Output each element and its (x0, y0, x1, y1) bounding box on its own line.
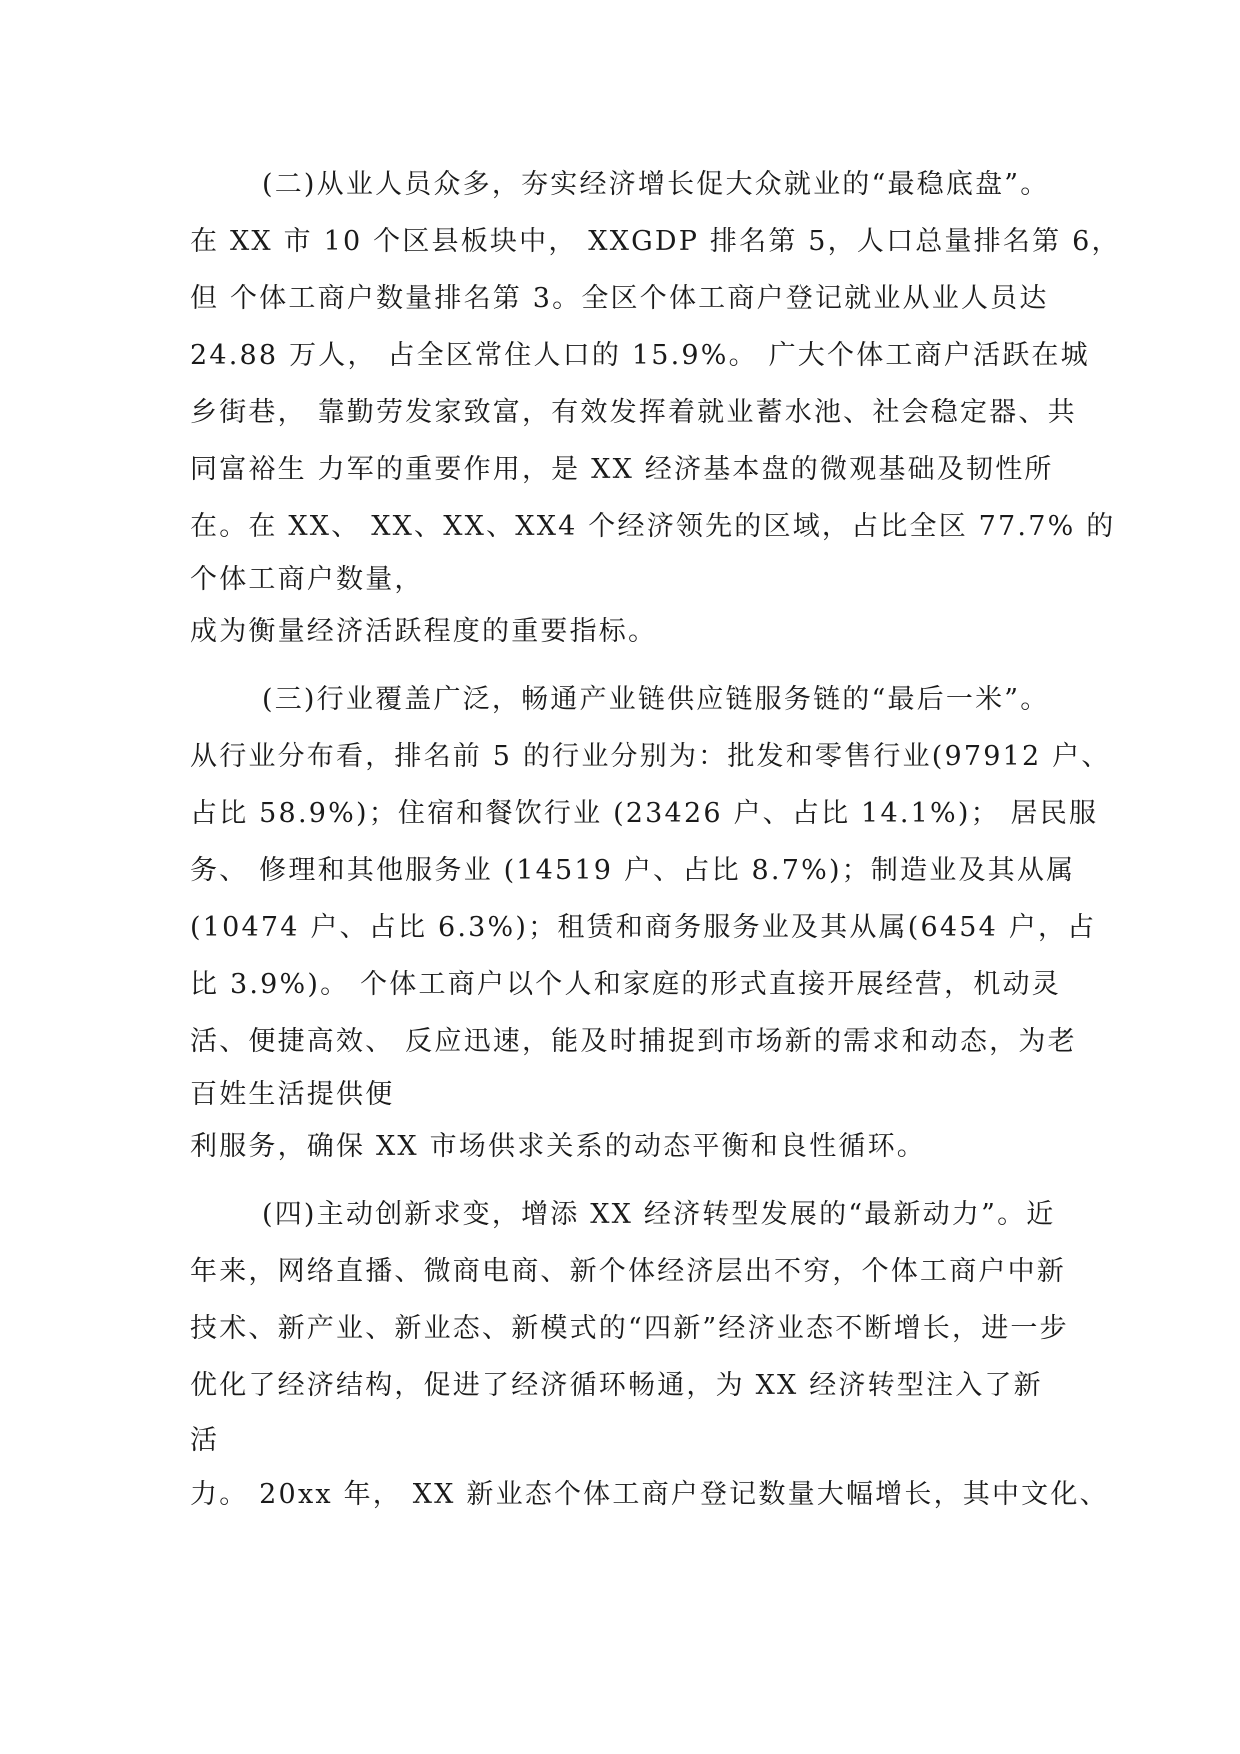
body-line: 乡街巷， 靠勤劳发家致富，有效发挥着就业蓄水池、社会稳定器、共 (190, 397, 1077, 428)
body-line: 活、便捷高效、 反应迅速，能及时捕捉到市场新的需求和动态，为老 (190, 1026, 1077, 1057)
body-line: (10474 户、占比 6.3%)；租赁和商务服务业及其从属(6454 户，占 (190, 912, 1097, 943)
body-line: 从行业分布看，排名前 5 的行业分别为：批发和零售行业(97912 户、 (190, 741, 1111, 772)
body-line: 在。在 XX、 XX、XX、XX4 个经济领先的区域，占比全区 77.7% 的 (190, 511, 1116, 542)
body-line: 力。 20xx 年， XX 新业态个体工商户登记数量大幅增长，其中文化、 (190, 1479, 1109, 1510)
paragraph-3-heading-line: (三)行业覆盖广泛，畅通产业链供应链服务链的“最后一米”。 (262, 684, 1050, 715)
paragraph-2-heading-line: (二)从业人员众多，夯实经济增长促大众就业的“最稳底盘”。 (262, 169, 1050, 200)
body-line: 利服务，确保 XX 市场供求关系的动态平衡和良性循环。 (190, 1131, 927, 1162)
body-line: 年来，网络直播、微商电商、新个体经济层出不穷，个体工商户中新 (190, 1256, 1066, 1287)
body-line: 务、 修理和其他服务业 (14519 户、占比 8.7%)；制造业及其从属 (190, 855, 1076, 886)
body-line: 优化了经济结构，促进了经济循环畅通，为 XX 经济转型注入了新 (190, 1370, 1043, 1401)
body-line: 比 3.9%)。 个体工商户以个人和家庭的形式直接开展经营，机动灵 (190, 969, 1061, 1000)
body-line: 在 XX 市 10 个区县板块中， XXGDP 排名第 5，人口总量排名第 6， (190, 226, 1121, 257)
body-line: 百姓生活提供便 (190, 1079, 395, 1110)
paragraph-4-heading-line: (四)主动创新求变，增添 XX 经济转型发展的“最新动力”。近 (262, 1199, 1056, 1230)
body-line: 成为衡量经济活跃程度的重要指标。 (190, 616, 658, 647)
body-line: 占比 58.9%)；住宿和餐饮行业 (23426 户、占比 14.1%)； 居民服 (190, 798, 1099, 829)
body-line: 个体工商户数量， (190, 564, 424, 595)
body-line: 24.88 万人， 占全区常住人口的 15.9%。 广大个体工商户活跃在城 (190, 340, 1090, 371)
body-line: 同富裕生 力军的重要作用，是 XX 经济基本盘的微观基础及韧性所 (190, 454, 1054, 485)
body-line: 但 个体工商户数量排名第 3。全区个体工商户登记就业从业人员达 (190, 283, 1049, 314)
body-line: 活 (190, 1425, 220, 1456)
body-line: 技术、新产业、新业态、新模式的“四新”经济业态不断增长，进一步 (190, 1313, 1069, 1344)
